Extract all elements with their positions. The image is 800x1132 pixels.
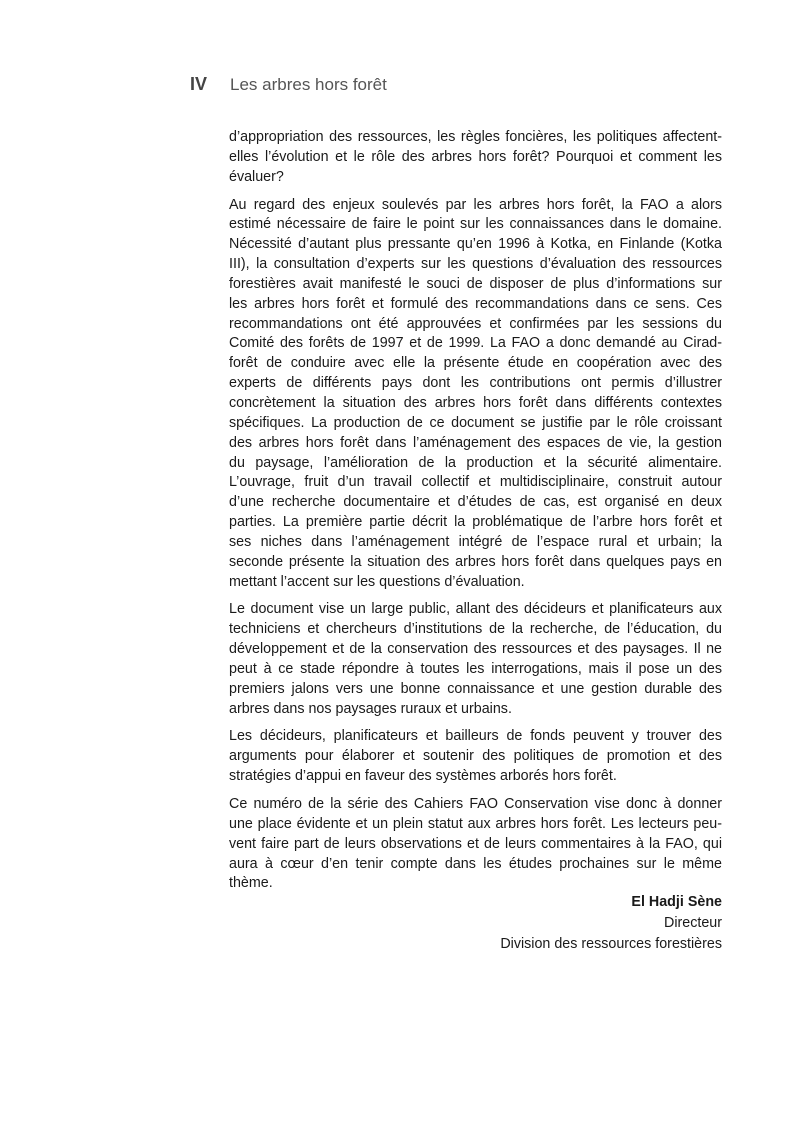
text-line: d’appropriation des ressources, les règles foncières, les politiques affectent- bbox=[229, 129, 722, 145]
text-line: Les décideurs, planificateurs et bailleurs de fonds peuvent y trouver des bbox=[229, 728, 722, 745]
text-line: une place évidente et un plein statut aux arbres hors forêt. Les lecteurs peu- bbox=[229, 815, 722, 832]
text-line: évaluer? bbox=[229, 168, 284, 185]
text-line: du paysage, l’amélioration de la production et la sécurité alimentaire. bbox=[229, 454, 722, 471]
text-line: L’ouvrage, fruit d’un travail collectif et multidisciplinaire, construit autour bbox=[229, 474, 722, 491]
text-line: estimé nécessaire de faire le point sur les connaissances dans le domaine. bbox=[229, 216, 722, 233]
chapter-number: IV bbox=[190, 74, 208, 94]
running-header bbox=[190, 74, 387, 95]
paragraph bbox=[229, 727, 722, 787]
text-line: elles l’évolution et le rôle des arbres hors forêt? Pourquoi et comment les bbox=[229, 148, 722, 165]
text-line: spécifiques. La production de ce document se justifie par le rôle croissant bbox=[229, 414, 722, 431]
text-line: arguments pour élaborer et soutenir des politiques de promotion et des bbox=[229, 748, 722, 765]
text-line: Au regard des enjeux soulevés par les arbres hors forêt, la FAO a alors bbox=[229, 196, 722, 213]
text-line: parties. La première partie décrit la problématique de l’arbre hors forêt et bbox=[229, 514, 722, 531]
text-line: développement et de la conservation des ressources et des paysages. Il ne bbox=[229, 641, 722, 658]
text-line: techniciens et chercheurs d’institutions de la recherche, de l’éducation, du bbox=[229, 621, 722, 638]
signatory-name: El Hadji Sène bbox=[631, 894, 722, 910]
text-line: mettant l’accent sur les questions d’évaluation. bbox=[229, 573, 525, 590]
signatory-role: Directeur bbox=[664, 915, 722, 931]
text-line: recommandations ont été approuvées et confirmées par les sessions du bbox=[229, 315, 722, 332]
paragraph bbox=[229, 795, 722, 894]
text-line: premiers jalons vers une bonne connaissance et une gestion durable des bbox=[229, 680, 722, 697]
text-line: Comité des forêts de 1997 et de 1999. La FAO a donc demandé au Cirad- bbox=[229, 335, 722, 352]
text-line: d’une recherche documentaire et d’études de cas, est organisé en deux bbox=[229, 494, 722, 511]
text-line: Nécessité d’autant plus pressante qu’en 1996 à Kotka, en Finlande (Kotka bbox=[229, 236, 722, 253]
signatory-division: Division des ressources forestières bbox=[500, 936, 722, 952]
text-line: forestières avait manifesté le souci de disposer de plus d’informations sur bbox=[229, 275, 722, 292]
body-text bbox=[229, 128, 722, 902]
text-line: des arbres hors forêt dans l’aménagement des espaces de vie, la gestion bbox=[229, 434, 722, 451]
paragraph bbox=[229, 196, 722, 593]
text-line: seconde présente la situation des arbres hors forêt dans quelques pays en bbox=[229, 553, 722, 570]
text-line: experts de différents pays dont les contributions ont permis d’illustrer bbox=[229, 375, 722, 392]
running-title: Les arbres hors forêt bbox=[230, 75, 387, 94]
text-line: ses niches dans l’aménagement intégré de l’espace rural et urbain; la bbox=[229, 533, 722, 550]
paragraph bbox=[229, 600, 722, 719]
text-line: aura à cœur d’en tenir compte dans les études prochaines sur le même bbox=[229, 855, 722, 872]
text-line: vent faire part de leurs observations et de leurs commentaires à la FAO, qui bbox=[229, 835, 722, 852]
text-line: Le document vise un large public, allant des décideurs et planificateurs aux bbox=[229, 601, 722, 618]
text-line: arbres dans nos paysages ruraux et urbains. bbox=[229, 700, 512, 717]
text-line: forêt de conduire avec elle la présente étude en coopération avec des bbox=[229, 355, 722, 372]
text-line: III), la consultation d’experts sur les questions d’évaluation des ressources bbox=[229, 256, 722, 273]
text-line: les arbres hors forêt et formulé des recommandations dans ce sens. Ces bbox=[229, 295, 722, 312]
text-line: peut à ce stade répondre à toutes les interrogations, mais il pose un des bbox=[229, 660, 722, 677]
text-line: concrètement la situation des arbres hors forêt dans différents contextes bbox=[229, 394, 722, 411]
signature-block bbox=[500, 892, 722, 955]
paragraph bbox=[229, 128, 722, 188]
text-line: stratégies d’appui en faveur des systèmes arborés hors forêt. bbox=[229, 768, 617, 785]
text-line: Ce numéro de la série des Cahiers FAO Conservation vise donc à donner bbox=[229, 796, 722, 812]
text-line: thème. bbox=[229, 875, 273, 892]
